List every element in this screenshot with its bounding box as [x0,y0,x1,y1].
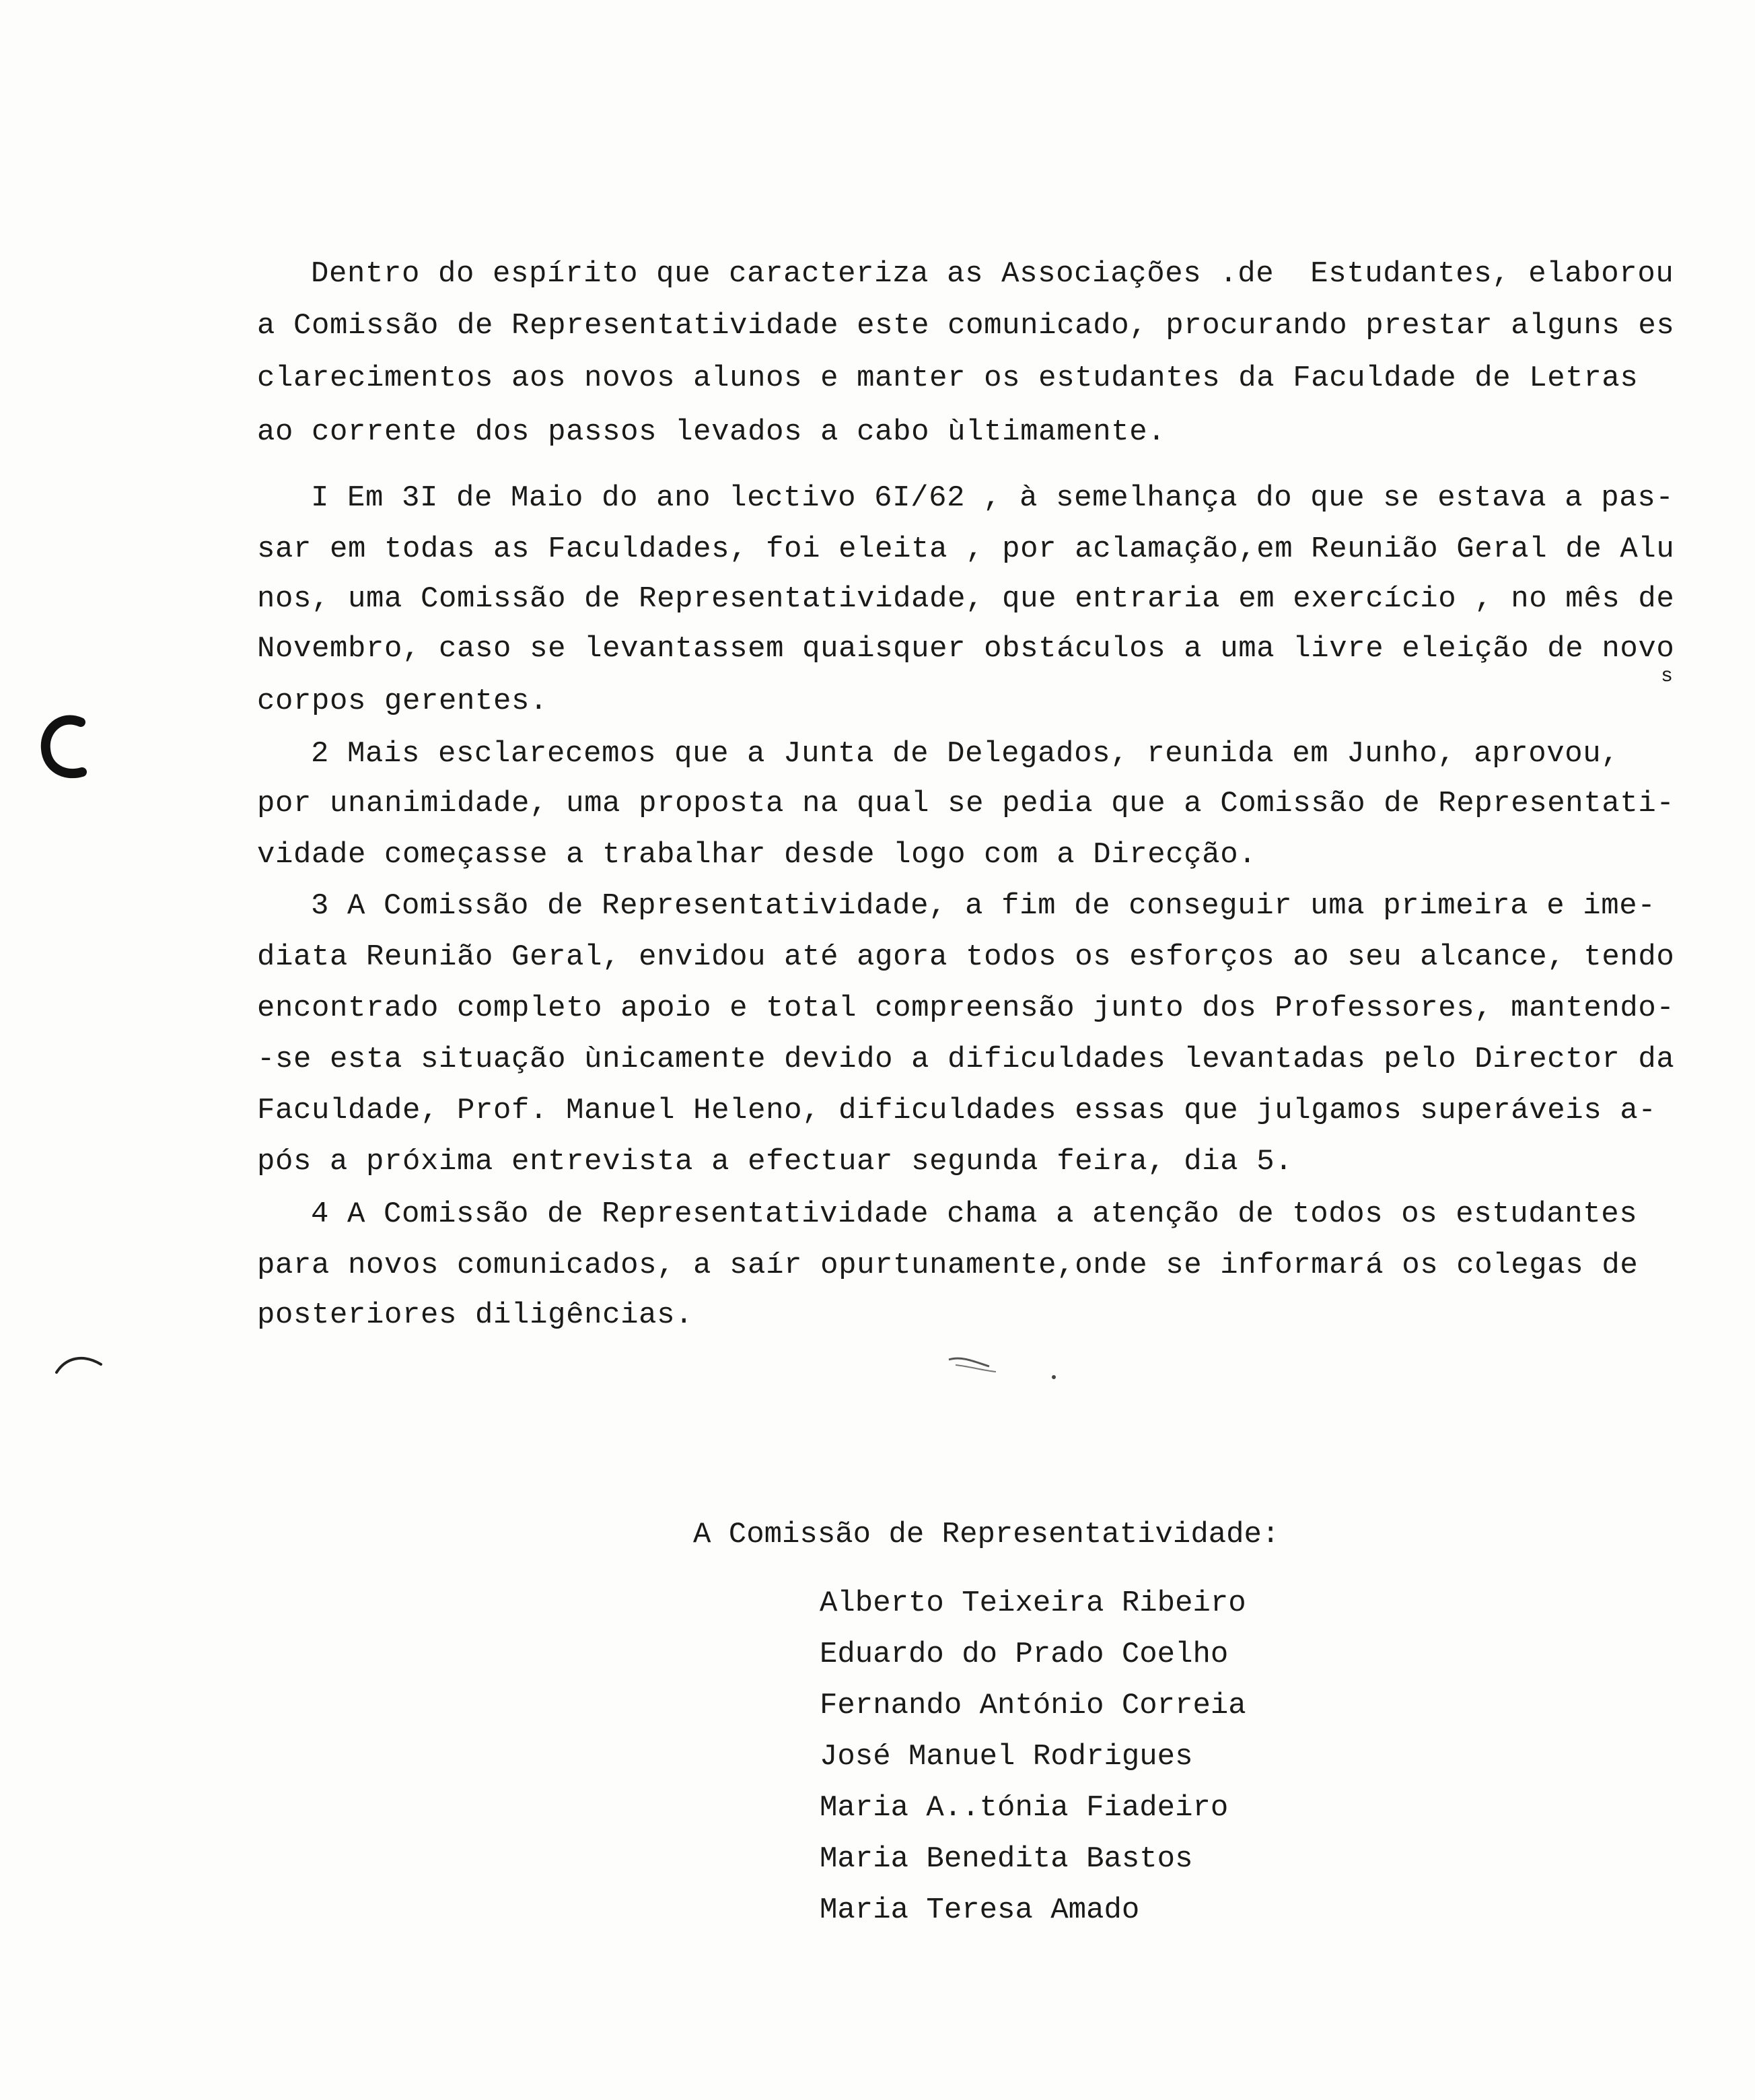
margin-arc-mark [52,1350,106,1376]
paragraph-line: Dentro do espírito que caracteriza as Associações .de Estudantes, elaborou [311,257,1674,291]
paragraph-line: 4 A Comissão de Representatividade chama a atenção de todos os estudantes [311,1197,1638,1231]
paragraph-line: diata Reunião Geral, envidou até agora todos os esforços ao seu alcance, tendo [257,940,1675,974]
paragraph-line: 2 Mais esclarecemos que a Junta de Delegados, reunida em Junho, aprovou, [311,737,1620,771]
ink-smudge-mark [942,1346,1063,1387]
signatory-name: Maria Teresa Amado [820,1893,1140,1927]
paragraph-line: Novembro, caso se levantassem quaisquer obstáculos a uma livre eleição de novo [257,632,1675,666]
margin-c-mark [34,710,94,784]
paragraph-line: nos, uma Comissão de Representatividade, que entraria em exercício , no mês de [257,582,1675,616]
paragraph-line: encontrado completo apoio e total compreensão junto dos Professores, mantendo- [257,991,1675,1025]
paragraph-line: corpos gerentes. [257,685,548,718]
paragraph-line: I Em 3I de Maio do ano lectivo 6I/62 , à semelhança do que se estava a pas- [311,481,1674,515]
paragraph-line: por unanimidade, uma proposta na qual se pedia que a Comissão de Representati- [257,787,1675,820]
paragraph-line: pós a próxima entrevista a efectuar segunda feira, dia 5. [257,1145,1293,1179]
signatory-name: Maria Benedita Bastos [820,1842,1193,1876]
paragraph-line: vidade começasse a trabalhar desde logo com a Direcção. [257,838,1257,872]
superscript-s: s [1661,665,1674,688]
signatory-name: Eduardo do Prado Coelho [820,1638,1229,1671]
signatory-name: José Manuel Rodrigues [820,1740,1193,1774]
paragraph-line: ao corrente dos passos levados a cabo ùltimamente. [257,415,1166,449]
paragraph-line: para novos comunicados, a saír opurtunamente,onde se informará os colegas de [257,1249,1639,1282]
paragraph-line: -se esta situação ùnicamente devido a dificuldades levantadas pelo Director da [257,1043,1675,1076]
signatory-name: Maria A..tónia Fiadeiro [820,1791,1229,1825]
paragraph-line: 3 A Comissão de Representatividade, a fim de conseguir uma primeira e ime- [311,889,1656,923]
signatory-name: Fernando António Correia [820,1689,1246,1722]
signature-heading: A Comissão de Representatividade: [693,1518,1280,1551]
signatory-name: Alberto Teixeira Ribeiro [820,1586,1246,1620]
paragraph-line: a Comissão de Representatividade este comunicado, procurando prestar alguns es [257,309,1675,343]
paragraph-line: sar em todas as Faculdades, foi eleita , por aclamação,em Reunião Geral de Alu [257,532,1675,566]
paragraph-line: posteriores diligências. [257,1298,694,1332]
paragraph-line: clarecimentos aos novos alunos e manter os estudantes da Faculdade de Letras [257,361,1639,395]
paragraph-line: Faculdade, Prof. Manuel Heleno, dificuldades essas que julgamos superáveis a- [257,1094,1657,1127]
